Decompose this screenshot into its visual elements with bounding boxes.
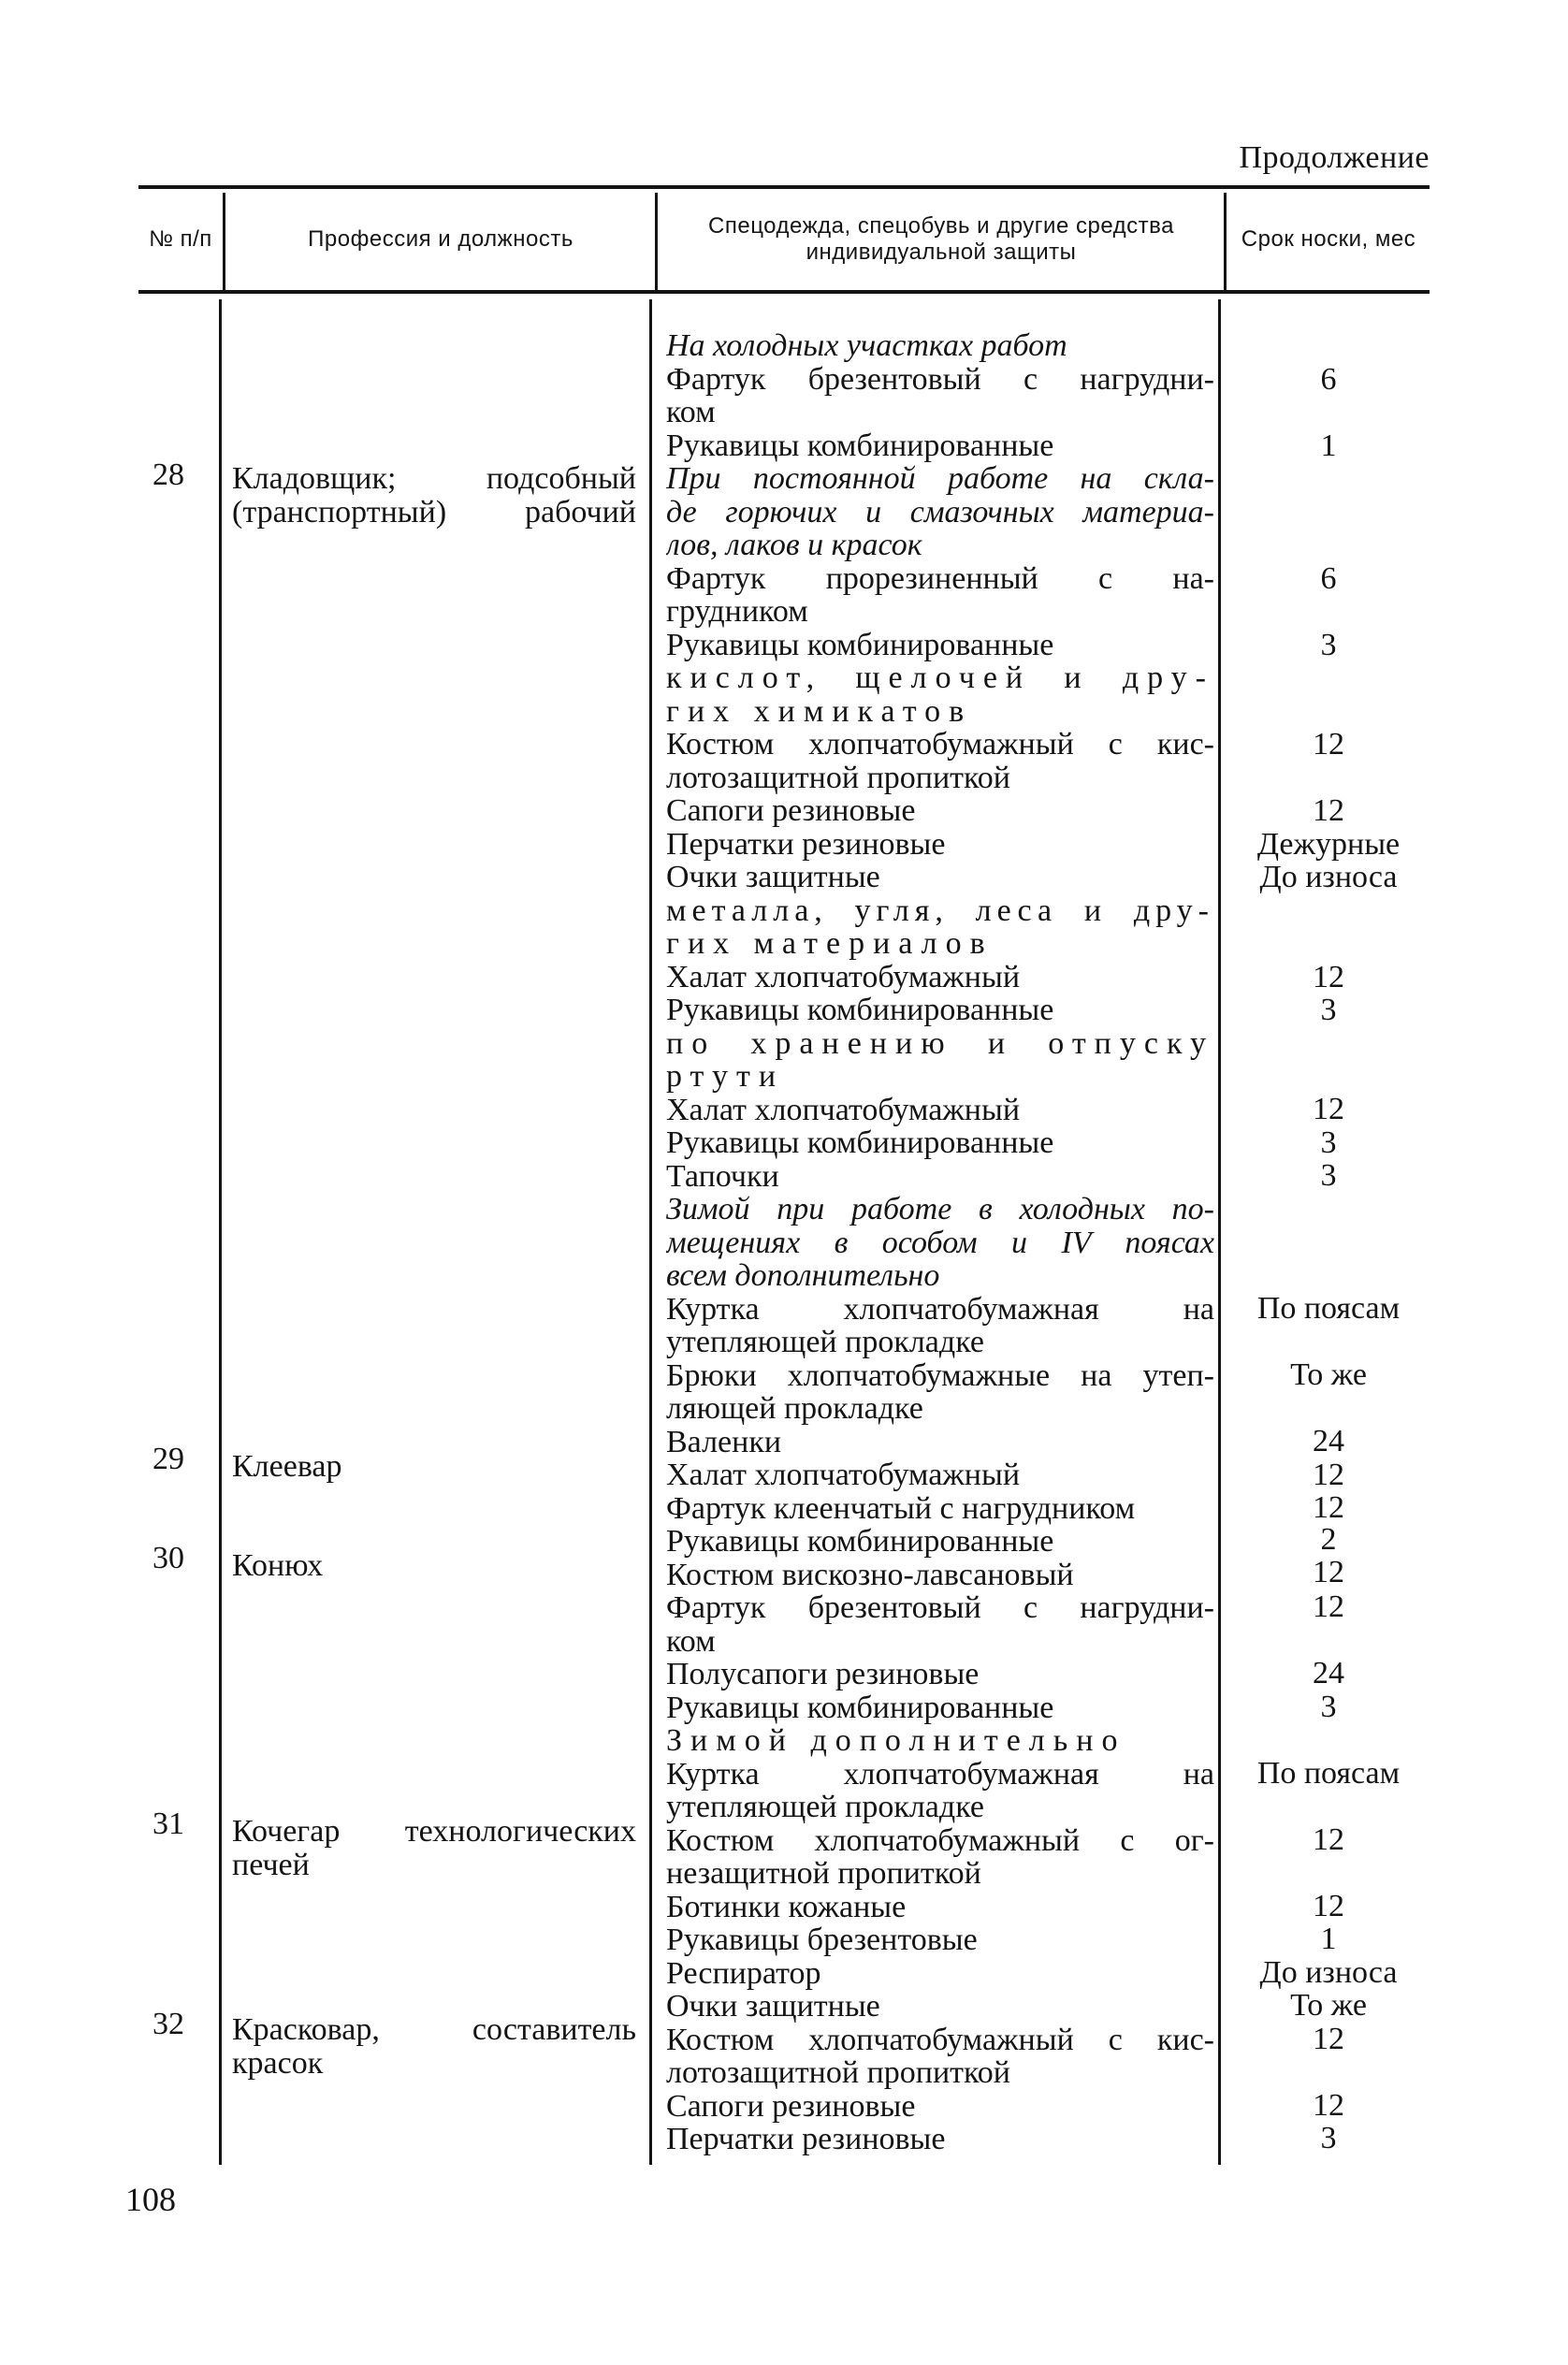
profession-cell — [232, 1450, 636, 1484]
item-line: Валенки — [666, 1425, 782, 1458]
term-value: 1 — [1320, 1922, 1337, 1956]
item-line: грудником — [666, 595, 808, 629]
term-value: 12 — [1313, 727, 1344, 762]
term-value: До износа — [1259, 860, 1398, 894]
item-line: Костюм хлопчатобумажный с ог- — [666, 1823, 1214, 1857]
item-line: Рукавицы комбинированные — [666, 1126, 1054, 1160]
table-header-rule — [138, 290, 1430, 294]
item-subheading: Зимой при работе в холодных по- — [666, 1193, 1214, 1226]
profession-line: Клеевар — [232, 1449, 342, 1484]
term-value: То же — [1290, 1357, 1367, 1392]
item-line: Фартук прорезиненный с на- — [666, 561, 1214, 595]
item-line: Фартук брезентовый с нагрудни- — [666, 1591, 1214, 1625]
item-line: утепляющей прокладке — [666, 1326, 984, 1359]
term-value: 12 — [1313, 1092, 1344, 1126]
item-line: лотозащитной пропиткой — [666, 761, 1011, 794]
item-subheading: всем дополнительно — [666, 1259, 940, 1293]
term-value: 12 — [1313, 1889, 1344, 1923]
header-divider — [655, 193, 658, 290]
item-subheading: лов, лаков и красок — [666, 529, 922, 562]
term-value: По поясам — [1256, 1756, 1401, 1791]
term-value: По поясам — [1256, 1291, 1401, 1326]
item-subheading: Зимой дополнительно — [666, 1724, 1126, 1758]
item-line: утепляющей прокладке — [666, 1791, 984, 1824]
item-line: Ботинки кожаные — [666, 1890, 907, 1923]
row-number: 32 — [152, 2007, 184, 2041]
profession-line: (транспортный) рабочий — [232, 494, 636, 530]
item-line: Халат хлопчатобумажный — [666, 1458, 1021, 1492]
item-subheading: де горючих и смазочных материа- — [666, 495, 1214, 529]
item-line: Рукавицы комбинированные — [666, 628, 1054, 661]
table-top-rule — [138, 185, 1430, 189]
profession-line: Красковар, составитель — [232, 2012, 636, 2047]
term-value: 3 — [1320, 628, 1337, 662]
term-value: 3 — [1320, 1125, 1337, 1160]
profession-cell — [232, 1549, 636, 1583]
item-line: Фартук брезентовый с нагрудни- — [666, 362, 1214, 396]
profession-line: Кочегар технологических — [232, 1814, 636, 1849]
item-line: ляющей прокладке — [666, 1392, 923, 1426]
body-divider — [219, 299, 222, 2165]
page-number: 108 — [125, 2181, 176, 2218]
term-value: То же — [1290, 1988, 1367, 2023]
item-subheading: ртути — [666, 1060, 785, 1094]
item-line: Куртка хлопчатобумажная на — [666, 1757, 1214, 1791]
profession-cell — [232, 2013, 636, 2080]
item-line: Халат хлопчатобумажный — [666, 1093, 1021, 1126]
item-subheading: металла, угля, леса и дру- — [666, 893, 1214, 927]
item-line: Рукавицы комбинированные — [666, 1690, 1054, 1724]
item-line: Очки защитные — [666, 1990, 880, 2024]
term-value: 1 — [1320, 428, 1337, 463]
item-line: Сапоги резиновые — [666, 2089, 916, 2123]
item-line: Рукавицы комбинированные — [666, 428, 1054, 462]
term-value: 24 — [1313, 1656, 1344, 1690]
header-divider — [1224, 193, 1227, 290]
term-value: 2 — [1320, 1522, 1337, 1557]
profession-line: Конюх — [232, 1548, 324, 1583]
item-subheading: При постоянной работе на скла- — [666, 462, 1214, 496]
item-line: Рукавицы комбинированные — [666, 994, 1054, 1027]
term-value: 12 — [1313, 793, 1344, 828]
item-subheading: гих химикатов — [666, 694, 973, 728]
profession-cell — [232, 462, 636, 529]
item-line: лотозащитной пропиткой — [666, 2056, 1011, 2090]
item-line: незащитной пропиткой — [666, 1857, 981, 1891]
body-divider — [1218, 299, 1221, 2165]
term-value: 12 — [1313, 1589, 1344, 1624]
column-header-profession: Профессия и должность — [308, 226, 573, 252]
profession-cell — [232, 1815, 636, 1881]
term-value: 6 — [1320, 561, 1337, 596]
item-line: Перчатки резиновые — [666, 2123, 946, 2156]
item-line: Костюм вискозно-лавсановый — [666, 1558, 1074, 1591]
row-number: 28 — [152, 457, 184, 492]
term-value: 12 — [1313, 960, 1344, 994]
item-line: Очки защитные — [666, 861, 880, 894]
item-line: Рукавицы комбинированные — [666, 1525, 1054, 1559]
term-value: 12 — [1313, 2022, 1344, 2056]
item-subheading: мещениях в особом и IV поясах — [666, 1226, 1214, 1259]
item-line: ком — [666, 396, 716, 429]
term-value: 12 — [1313, 1822, 1344, 1857]
body-divider — [649, 299, 652, 2165]
item-line: Костюм хлопчатобумажный с кис- — [666, 728, 1214, 762]
term-value: 24 — [1313, 1424, 1344, 1458]
profession-line: Кладовщик; подсобный — [232, 461, 636, 496]
column-header-number: № п/п — [149, 226, 212, 252]
item-line: Тапочки — [666, 1159, 779, 1193]
item-line: Халат хлопчатобумажный — [666, 960, 1021, 994]
item-line: ком — [666, 1624, 716, 1658]
row-number: 31 — [152, 1806, 184, 1841]
item-subheading: по хранению и отпуску — [666, 1026, 1214, 1060]
term-value: 6 — [1320, 362, 1337, 397]
column-header-items: Спецодежда, спецобувь и другие средства индивидуальной защиты — [708, 213, 1174, 265]
term-value: 3 — [1320, 1158, 1337, 1193]
item-line: Перчатки резиновые — [666, 827, 946, 861]
term-value: 3 — [1320, 993, 1337, 1027]
term-value: 3 — [1320, 1690, 1337, 1724]
item-line: Сапоги резиновые — [666, 794, 916, 828]
item-subheading: кислот, щелочей и дру- — [666, 661, 1214, 695]
continued-label: Продолжение — [1239, 140, 1430, 175]
term-value: 3 — [1320, 2121, 1337, 2155]
item-subheading: гих материалов — [666, 927, 994, 961]
row-number: 30 — [152, 1541, 184, 1575]
item-line: Респиратор — [666, 1956, 821, 1990]
items-column — [666, 329, 1214, 2156]
term-value: 12 — [1313, 1458, 1344, 1492]
item-subheading: На холодных участках работ — [666, 329, 1067, 363]
term-value: 12 — [1313, 1555, 1344, 1589]
header-divider — [223, 193, 225, 290]
item-line: Куртка хлопчатобумажная на — [666, 1292, 1214, 1326]
term-value: 12 — [1313, 1490, 1344, 1525]
item-line: Фартук клеенчатый с нагрудником — [666, 1491, 1136, 1525]
row-number: 29 — [152, 1442, 184, 1476]
term-value: До износа — [1259, 1955, 1398, 1990]
column-header-term: Срок носки, мес — [1241, 226, 1416, 252]
profession-line: печей — [232, 1847, 310, 1882]
item-line: Костюм хлопчатобумажный с кис- — [666, 2023, 1214, 2056]
item-line: Брюки хлопчатобумажные на утеп- — [666, 1358, 1214, 1392]
item-line: Полусапоги резиновые — [666, 1658, 980, 1691]
item-line: Рукавицы брезентовые — [666, 1923, 978, 1957]
profession-line: красок — [232, 2045, 324, 2081]
term-value: 12 — [1313, 2088, 1344, 2123]
term-value: Дежурные — [1256, 827, 1401, 862]
